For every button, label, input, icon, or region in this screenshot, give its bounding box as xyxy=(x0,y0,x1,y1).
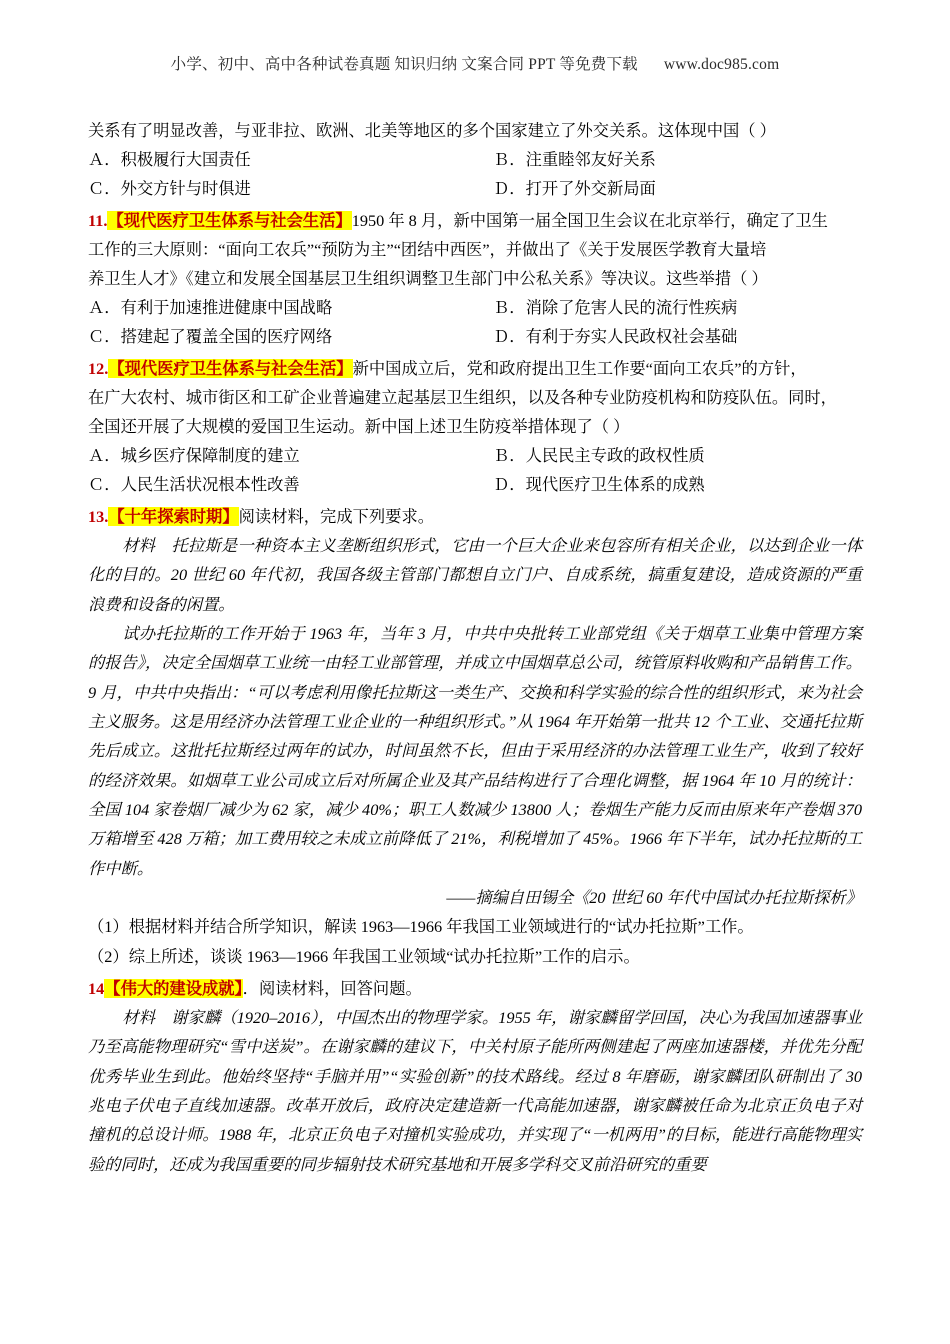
q13-material-para-2: 试办托拉斯的工作开始于 1963 年，当年 3 月，中共中央批转工业部党组《关于烟草工业集中管理方案的报告》，决定全国烟草工业统一由轻工业部管理，并成立中国烟草总公司，统管原料收购和产品销售工作。9 月，中共中央指出：“可以考虑利用像托拉斯这一类生产、交换和科学实验的综合性的组织形式，来为社会主义服务。这是用经济办法管理工业企业的一种组织形式。”从 1964 年开始第一批共 12 个工业、交通托拉斯先后成立。这批托拉斯经过两年的试办，时间虽然不长，但由于采用经济的办法管理工业生产，收到了较好的经济效果。如烟草工业公司成立后对所属企业及其产品结构进行了合理化调整，据 1964 年 10 月的统计：全国 104 家卷烟厂减少为 62 家，减少 40%；职工人数减少 13800 人；卷烟生产能力反而由原来年产卷烟 370 万箱增至 428 万箱；加工费用较之未成立前降低了 21%，利税增加了 45%。1966 年下半年，试办托拉斯的工作中断。 xyxy=(88,623,862,878)
q11-number: 11. xyxy=(88,211,108,230)
q13-stem-text: 阅读材料，完成下列要求。 xyxy=(238,507,435,526)
question-12 xyxy=(88,354,862,499)
q13-tag: 【十年探索时期】 xyxy=(108,507,239,526)
carryover-question xyxy=(88,116,862,203)
q12-options-row1 xyxy=(88,441,862,470)
q11-options-row1 xyxy=(88,293,862,322)
q14-tag: 【伟大的建设成就】 xyxy=(104,978,243,998)
q11-tag: 【现代医疗卫生体系与社会生活】 xyxy=(107,211,352,230)
q14-material-para: 材料 谢家麟（1920–2016），中国杰出的物理学家。1955 年，谢家麟留学回国，决心为我国加速器事业乃至高能物理研究“雪中送炭”。在谢家麟的建议下，中关村原子能所两侧建起了两座加速器楼，并优先分配优秀毕业生到此。他始终坚持“手脑并用”“实验创新”的技术路线。经过 8 年磨砺，谢家麟团队研制出了 30 兆电子伏电子直线加速器。改革开放后，政府决定建造新一代高能加速器，谢家麟被任命为北京正负电子对撞机的总设计师。1988 年，北京正负电子对撞机实验成功，并实现了“一机两用”的目标，能进行高能物理实验的同时，还成为我国重要的同步辐射技术研究基地和开展多学科交叉前沿研究的重要 xyxy=(88,1007,862,1174)
q12-option-c[interactable]: Ｃ．人民生活状况根本性改善 xyxy=(88,475,300,494)
q12-options-row2 xyxy=(88,470,862,499)
q12-option-b[interactable]: Ｂ．人民民主专政的政权性质 xyxy=(493,446,705,465)
q11-option-b[interactable]: Ｂ．消除了危害人民的流行性疾病 xyxy=(493,298,738,317)
q11-option-d[interactable]: Ｄ．有利于夯实人民政权社会基础 xyxy=(493,327,738,346)
q11-option-c[interactable]: Ｃ．搭建起了覆盖全国的医疗网络 xyxy=(88,327,333,346)
watermark-url: www.doc985.com xyxy=(663,56,780,73)
q13-source: ——摘编自田锡全《20 世纪 60 年代中国试办托拉斯探析》 xyxy=(446,887,862,907)
question-13 xyxy=(88,502,862,971)
option-a[interactable]: Ａ．积极履行大国责任 xyxy=(88,150,251,169)
q14-number: 14 xyxy=(88,978,105,998)
q11-stem-text1: 1950 年 8 月，新中国第一届全国卫生会议在北京举行，确定了卫生 xyxy=(351,211,828,230)
q11-stem-line1 xyxy=(88,206,862,235)
q11-stem-line3: 养卫生人才》《建立和发展全国基层卫生组织调整卫生部门中公私关系》等决议。这些举措（ ） xyxy=(88,269,768,288)
question-14 xyxy=(88,974,862,1179)
q12-stem-text1: 新中国成立后，党和政府提出卫生工作要“面向工农兵”的方针， xyxy=(352,359,807,378)
watermark-banner xyxy=(88,52,862,74)
q12-stem-line3: 全国还开展了大规模的爱国卫生运动。新中国上述卫生防疫举措体现了（ ） xyxy=(88,417,630,436)
q12-stem-line2: 在广大农村、城市街区和工矿企业普遍建立起基层卫生组织，以及各种专业防疫机构和防疫队伍。同时， xyxy=(88,388,837,407)
option-d[interactable]: Ｄ．打开了外交新局面 xyxy=(493,179,656,198)
question-11 xyxy=(88,206,862,351)
option-c[interactable]: Ｃ．外交方针与时俱进 xyxy=(88,179,251,198)
q12-tag: 【现代医疗卫生体系与社会生活】 xyxy=(108,359,353,378)
carryover-options-row2 xyxy=(88,174,862,203)
q13-number: 13. xyxy=(88,507,109,526)
q13-sub-question-1: （1）根据材料并结合所学知识，解读 1963—1966 年我国工业领域进行的“试办托拉斯”工作。 xyxy=(88,917,754,937)
q12-number: 12. xyxy=(88,359,109,378)
q11-option-a[interactable]: Ａ．有利于加速推进健康中国战略 xyxy=(88,298,333,317)
option-b[interactable]: Ｂ．注重睦邻友好关系 xyxy=(493,150,656,169)
carryover-stem: 关系有了明显改善，与亚非拉、欧洲、北美等地区的多个国家建立了外交关系。这体现中国（ ） xyxy=(88,121,776,140)
q14-stem-text: ．阅读材料，回答问题。 xyxy=(242,978,422,998)
q13-sub-question-2: （2）综上所述，谈谈 1963—1966 年我国工业领域“试办托拉斯”工作的启示。 xyxy=(88,946,640,966)
q12-option-a[interactable]: Ａ．城乡医疗保障制度的建立 xyxy=(88,446,300,465)
q11-options-row2 xyxy=(88,322,862,351)
q13-material-para-1: 材料 托拉斯是一种资本主义垄断组织形式，它由一个巨大企业来包容所有相关企业，以达到企业一体化的目的。20 世纪 60 年代初，我国各级主管部门都想自立门户、自成系统，搞重复建设，造成资源的严重浪费和设备的闲置。 xyxy=(88,536,862,614)
q14-stem-line xyxy=(88,974,862,1003)
q12-option-d[interactable]: Ｄ．现代医疗卫生体系的成熟 xyxy=(493,475,705,494)
q12-stem-line1 xyxy=(88,354,862,383)
watermark-text: 小学、初中、高中各种试卷真题 知识归纳 文案合同 PPT 等免费下载 xyxy=(170,56,638,73)
q11-stem-line2: 工作的三大原则：“面向工农兵”“预防为主”“团结中西医”，并做出了《关于发展医学教育大量培 xyxy=(88,240,767,259)
q13-stem-line xyxy=(88,502,862,531)
carryover-options-row1 xyxy=(88,145,862,174)
